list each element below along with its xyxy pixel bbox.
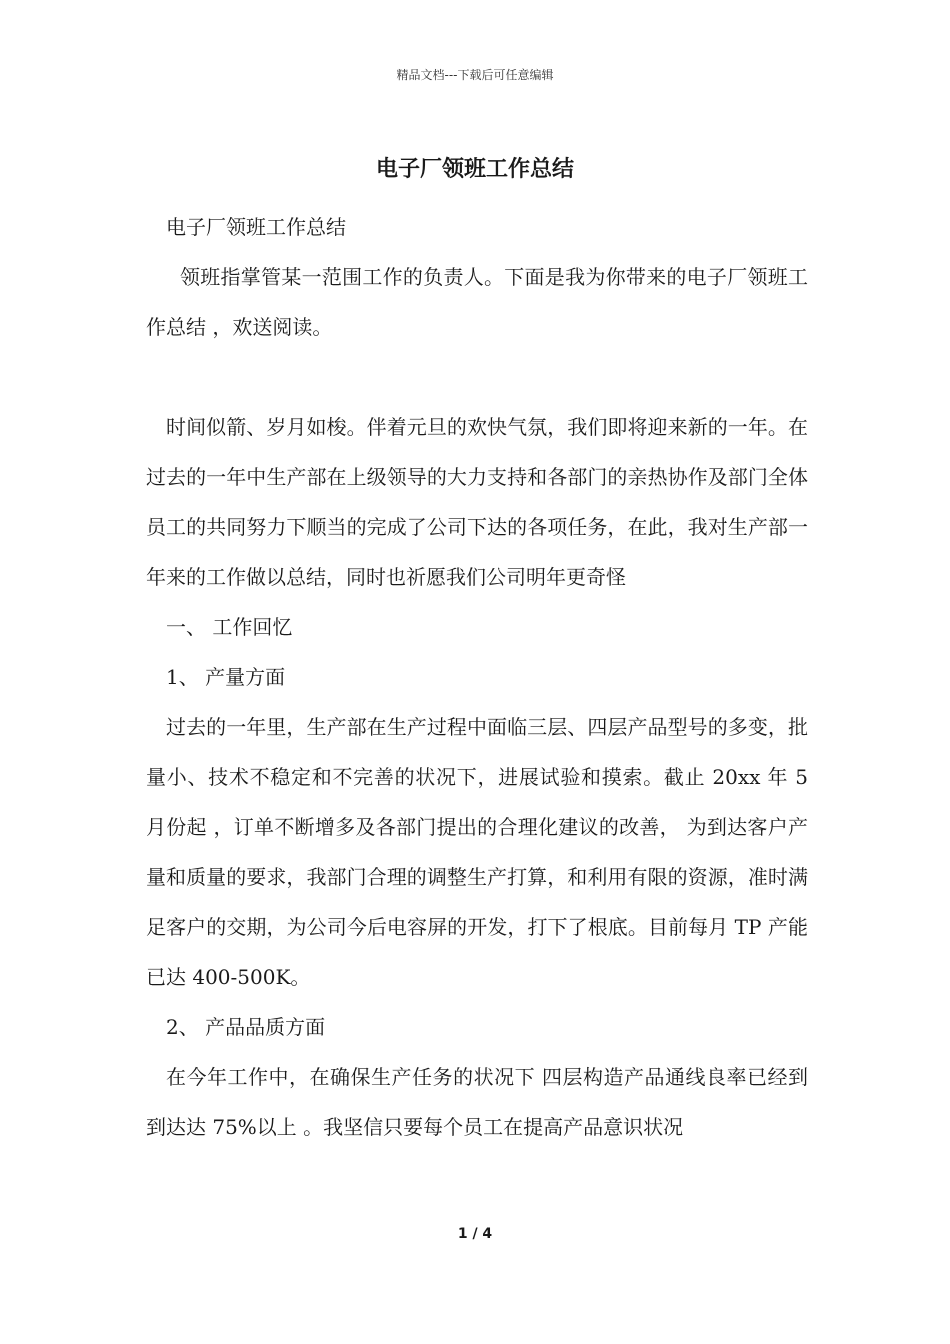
output-paragraph: 过去的一年里，生产部在生产过程中面临三层、四层产品型号的多变，批量小、技术不稳定和不完善的状况下，进展试验和摸索。截止 20xx 年 5 月份起 ，订单不断增多及各部门提出的合理化建议的改善， 为到达客户产量和质量的要求，我部门合理的调整生产打算，和利用有限的资源，准时满足客户的交期，为公司今后电容屏的开发，打下了根底。目前每月 TP 产能已达 400-500K。 (146, 715, 808, 989)
document-body (146, 202, 808, 1152)
opening-paragraph: 时间似箭、岁月如梭。伴着元旦的欢快气氛，我们即将迎来新的一年。在过去的一年中生产部在上级领导的大力支持和各部门的亲热协作及部门全体员工的共同努力下顺当的完成了公司下达的各项任务，在此，我对生产部一年来的工作做以总结，同时也祈愿我们公司明年更奇怪 (146, 415, 808, 589)
page-number: 1 / 4 (457, 1226, 493, 1242)
header-note: 精品文档---下载后可任意编辑 (396, 68, 554, 82)
subsection-heading-quality: 2、 产品品质方面 (166, 1015, 326, 1039)
section-heading-work-review: 一、 工作回忆 (166, 615, 293, 639)
intro-paragraph: 领班指掌管某一范围工作的负责人。下面是我为你带来的电子厂领班工作总结 ，欢送阅读。 (146, 265, 808, 339)
subtitle-paragraph: 电子厂领班工作总结 (166, 215, 346, 239)
subsection-heading-output: 1、 产量方面 (166, 665, 286, 689)
document-title: 电子厂领班工作总结 (375, 156, 574, 182)
blank-line (146, 352, 808, 402)
quality-paragraph: 在今年工作中，在确保生产任务的状况下 四层构造产品通线良率已经到到达达 75%以上 。我坚信只要每个员工在提高产品意识状况 (146, 1065, 808, 1139)
